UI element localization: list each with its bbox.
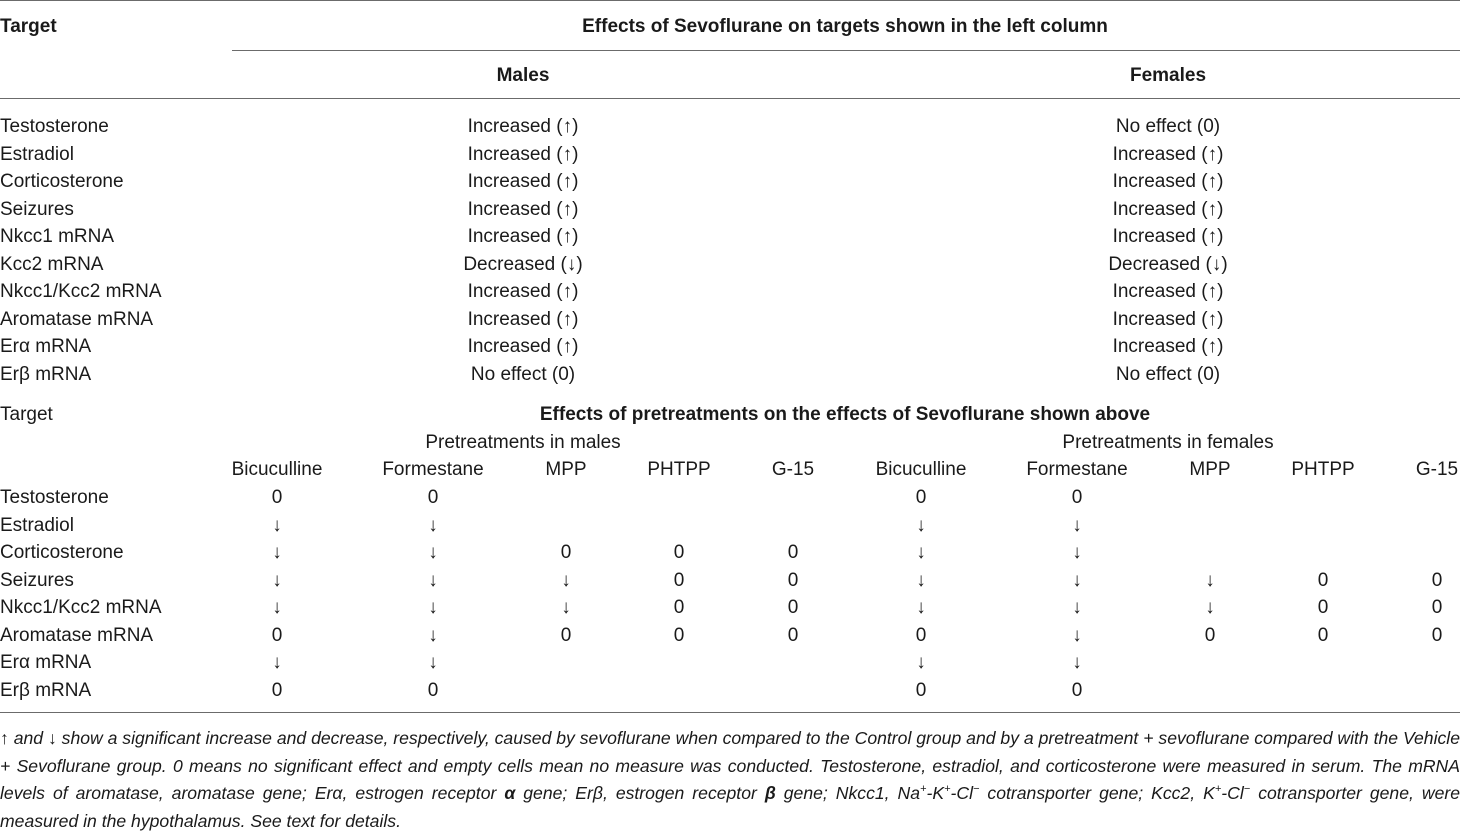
t1-row-males: Increased (↑) (467, 143, 579, 165)
t2-row-cell: ↓ (428, 542, 438, 563)
t2-row-target: Seizures (0, 569, 74, 591)
t2-row-cell: ↓ (428, 624, 438, 646)
t1-row-target: Estradiol (0, 143, 74, 165)
t1-header-subrule (232, 50, 1460, 51)
t1-header-bottom-rule (0, 98, 1460, 99)
t2-row-cell: ↓ (916, 652, 926, 673)
t2-row-cell: ↓ (561, 569, 571, 591)
t1-row-males: Increased (↑) (467, 336, 579, 357)
t1-row-females: Decreased (↓) (1108, 253, 1228, 275)
t2-row-cell: 0 (427, 679, 439, 701)
t2-row-cell: 0 (787, 597, 799, 618)
t1-row-males: No effect (0) (470, 363, 576, 385)
t1-target-header: Target (0, 16, 57, 37)
t1-row-females: No effect (0) (1115, 116, 1221, 137)
t2-row-cell: ↓ (1072, 624, 1082, 646)
t2-column-header: PHTPP (647, 459, 711, 480)
t1-row-target: Corticosterone (0, 171, 124, 192)
t1-row-target: Testosterone (0, 116, 109, 137)
t2-row-target: Corticosterone (0, 542, 124, 563)
t1-row-females: Increased (↑) (1112, 143, 1224, 165)
t2-row-target: Nkcc1/Kcc2 mRNA (0, 597, 162, 618)
t2-row-cell: 0 (560, 542, 572, 563)
t2-females-header: Pretreatments in females (1062, 432, 1274, 453)
t2-column-header: PHTPP (1291, 459, 1355, 480)
t2-row-cell: ↓ (916, 569, 926, 591)
t2-row-cell: ↓ (428, 597, 438, 618)
t1-row-males: Increased (↑) (467, 308, 579, 330)
t2-column-header: Bicuculline (231, 459, 323, 480)
t2-row-cell: ↓ (1205, 597, 1215, 618)
t2-row-cell: ↓ (1072, 514, 1082, 536)
t1-row-target: Erβ mRNA (0, 363, 92, 385)
t1-row-females: Increased (↑) (1112, 281, 1224, 302)
t1-row-males: Increased (↑) (467, 116, 579, 137)
t1-females-header: Females (1129, 65, 1207, 86)
t2-row-cell: 0 (673, 624, 685, 646)
t2-column-header: Formestane (1026, 459, 1128, 480)
t2-row-cell: ↓ (1072, 569, 1082, 591)
t1-row-target: Seizures (0, 198, 74, 220)
t1-row-target: Kcc2 mRNA (0, 253, 104, 275)
t1-row-males: Increased (↑) (467, 226, 579, 247)
t2-bottom-rule (0, 712, 1460, 713)
t2-row-cell: ↓ (916, 542, 926, 563)
t1-row-target: Erα mRNA (0, 336, 92, 357)
t2-row-cell: 0 (787, 542, 799, 563)
t2-column-header: Formestane (382, 459, 484, 480)
t2-row-cell: 0 (1431, 597, 1443, 618)
t2-target-header: Target (0, 404, 53, 425)
t2-row-cell: 0 (1317, 569, 1329, 591)
t2-row-cell: ↓ (1072, 542, 1082, 563)
t2-row-cell: 0 (787, 569, 799, 591)
t2-row-cell: 0 (787, 624, 799, 646)
top-rule (0, 0, 1460, 1)
t1-row-males: Decreased (↓) (463, 253, 583, 275)
t2-column-header: G-15 (771, 459, 815, 480)
t2-row-target: Estradiol (0, 514, 74, 536)
t2-row-cell: 0 (1204, 624, 1216, 646)
t2-row-cell: ↓ (916, 597, 926, 618)
t1-row-males: Increased (↑) (467, 171, 579, 192)
t1-row-females: Increased (↑) (1112, 308, 1224, 330)
t2-row-cell: 0 (673, 597, 685, 618)
t2-row-cell: 0 (1071, 679, 1083, 701)
t2-row-cell: ↓ (272, 542, 282, 563)
t2-row-cell: ↓ (272, 514, 282, 536)
t2-column-header: MPP (1189, 459, 1231, 480)
t1-row-target: Nkcc1 mRNA (0, 226, 115, 247)
t2-row-cell: ↓ (1205, 569, 1215, 591)
t2-column-header: MPP (545, 459, 587, 480)
t2-row-cell: 0 (915, 624, 927, 646)
t2-row-cell: 0 (915, 679, 927, 701)
t1-row-males: Increased (↑) (467, 198, 579, 220)
t2-row-cell: ↓ (272, 569, 282, 591)
t2-column-header: Bicuculline (875, 459, 967, 480)
table-footnote: ↑ and ↓ show a significant increase and decrease, respectively, caused by sevoflurane when compared to the Control group and by a pretreatment + sevoflurane compared with the Vehicle + Sevoflurane group. 0 means no significant effect and empty cells mean no measure was conducted. Testosterone, estradiol, and corticosterone were measured in serum. The mRNA levels of aromatase, aromatase gene; Erα, estrogen receptor α gene; Erβ, estrogen receptor β gene; Nkcc1, Na+-K+-Cl− cotransporter gene; Kcc2, K+-Cl− cotransporter gene, were measured in the hypothalamus. See text for details. (0, 728, 1460, 831)
t1-row-females: Increased (↑) (1112, 171, 1224, 192)
t2-row-cell: 0 (1431, 569, 1443, 591)
t2-row-target: Aromatase mRNA (0, 624, 154, 646)
t2-row-cell: 0 (1431, 624, 1443, 646)
t1-row-females: Increased (↑) (1112, 226, 1224, 247)
t1-row-females: Increased (↑) (1112, 198, 1224, 220)
t2-column-header: G-15 (1415, 459, 1459, 480)
t1-row-target: Aromatase mRNA (0, 308, 154, 330)
t2-row-cell: ↓ (561, 597, 571, 618)
t2-row-target: Erβ mRNA (0, 679, 92, 701)
t2-row-cell: 0 (271, 487, 283, 508)
t2-row-target: Testosterone (0, 487, 109, 508)
t1-row-target: Nkcc1/Kcc2 mRNA (0, 281, 162, 302)
t2-row-cell: 0 (1317, 597, 1329, 618)
t1-row-females: Increased (↑) (1112, 336, 1224, 357)
t2-row-cell: 0 (673, 569, 685, 591)
t2-row-target: Erα mRNA (0, 652, 92, 673)
t1-effects-header: Effects of Sevoflurane on targets shown in the left column (582, 16, 1108, 37)
t2-row-cell: ↓ (272, 597, 282, 618)
t2-row-cell: 0 (271, 679, 283, 701)
t2-row-cell: ↓ (428, 652, 438, 673)
t1-males-header: Males (496, 65, 550, 86)
t2-row-cell: 0 (1317, 624, 1329, 646)
t2-row-cell: ↓ (916, 514, 926, 536)
t1-row-males: Increased (↑) (467, 281, 579, 302)
t2-row-cell: 0 (915, 487, 927, 508)
t2-row-cell: 0 (271, 624, 283, 646)
t2-row-cell: 0 (427, 487, 439, 508)
t2-males-header: Pretreatments in males (425, 432, 621, 453)
t2-row-cell: ↓ (428, 514, 438, 536)
t2-row-cell: 0 (560, 624, 572, 646)
t2-row-cell: ↓ (428, 569, 438, 591)
t1-row-females: No effect (0) (1115, 363, 1221, 385)
t2-row-cell: ↓ (272, 652, 282, 673)
t2-row-cell: ↓ (1072, 652, 1082, 673)
t2-row-cell: ↓ (1072, 597, 1082, 618)
t2-row-cell: 0 (1071, 487, 1083, 508)
t2-row-cell: 0 (673, 542, 685, 563)
t2-effects-header: Effects of pretreatments on the effects of Sevoflurane shown above (539, 404, 1151, 425)
